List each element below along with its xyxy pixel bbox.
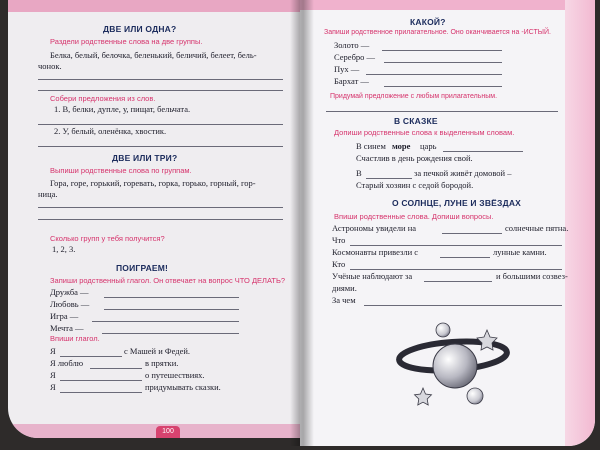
answer-line[interactable]: [424, 281, 492, 282]
sentence-1-start: Я: [50, 346, 56, 356]
poem-line-1-start: В синем: [356, 141, 386, 151]
instruction: Придумай предложение с любым прилагательным.: [330, 93, 498, 100]
question-chto: Что: [332, 235, 346, 245]
book-gutter: [290, 0, 314, 446]
sentence-4-start: Я: [50, 382, 56, 392]
instruction: Сколько групп у тебя получится?: [50, 234, 165, 243]
answer-line[interactable]: [104, 297, 239, 298]
answer-line[interactable]: [350, 245, 562, 246]
sentence-scientists: Учёные наблюдают за: [332, 271, 413, 281]
small-moon-icon: [436, 323, 450, 337]
answer-line[interactable]: [92, 321, 239, 322]
answer-line[interactable]: [366, 74, 502, 75]
answer-line[interactable]: [38, 219, 283, 220]
answer-line[interactable]: [384, 86, 502, 87]
answer-line[interactable]: [90, 368, 142, 369]
sentence-2-end: в прятки.: [145, 358, 179, 368]
word-igra: Игра —: [50, 311, 79, 321]
section-title-v-skazke: В СКАЗКЕ: [394, 116, 438, 126]
word-mechta: Мечта —: [50, 323, 84, 333]
instruction: Впиши родственные слова. Допиши вопросы.: [334, 212, 494, 221]
group-count-options: 1, 2, 3.: [52, 244, 76, 254]
answer-line[interactable]: [38, 124, 283, 125]
answer-line[interactable]: [102, 333, 239, 334]
instruction: Допиши родственные слова к выделенным словам.: [334, 128, 515, 137]
left-page: [8, 0, 300, 438]
page-number: 100: [156, 426, 180, 438]
word-pukh: Пух —: [334, 64, 360, 74]
word-list-line-1: Белка, белый, белочка, беленький, беличий, белеет, бель-: [50, 50, 257, 60]
word-druzhba: Дружба —: [50, 287, 89, 297]
answer-line[interactable]: [38, 146, 283, 147]
word-zoloto: Золото —: [334, 40, 370, 50]
sentence-3-start: Я: [50, 370, 56, 380]
section-title-dve-ili-odna: ДВЕ ИЛИ ОДНА?: [103, 24, 177, 34]
poem-bold-word-more: море: [392, 141, 411, 151]
planet-illustration: [395, 318, 515, 418]
answer-line[interactable]: [60, 356, 122, 357]
sentence-cosmonauts-end: лунные камни.: [493, 247, 547, 257]
answer-line[interactable]: [326, 111, 558, 112]
answer-line[interactable]: [60, 392, 142, 393]
question-kto: Кто: [332, 259, 346, 269]
instruction: Запиши родственное прилагательное. Оно оканчивается на -ИСТЫЙ.: [324, 29, 551, 36]
question-za-chem: За чем: [332, 295, 356, 305]
sentence-scientists-end: и большими созвез-: [496, 271, 568, 281]
sentence-3-end: о путешествиях.: [145, 370, 205, 380]
left-page-bottom-band: [8, 424, 300, 438]
answer-line[interactable]: [442, 233, 502, 234]
instruction: Впиши глагол.: [50, 334, 100, 343]
word-list-line-1: Гора, горе, горький, горевать, горка, горько, горный, гор-: [50, 178, 256, 188]
answer-line[interactable]: [38, 79, 283, 80]
right-page-side-band: [565, 0, 595, 446]
poem-line-4: Старый хозяин с седой бородой.: [356, 180, 474, 190]
answer-line[interactable]: [384, 62, 502, 63]
poem-line-3-end: за печкой живёт домовой –: [414, 168, 512, 178]
section-title-dve-ili-tri: ДВЕ ИЛИ ТРИ?: [112, 153, 178, 163]
section-title-poigraem: ПОИГРАЕМ!: [116, 263, 169, 273]
answer-line[interactable]: [60, 380, 142, 381]
sentence-1-end: с Машей и Федей.: [124, 346, 191, 356]
word-list-line-2: чонок.: [38, 61, 62, 71]
answer-line[interactable]: [440, 257, 490, 258]
sentence-4-end: придумывать сказки.: [145, 382, 221, 392]
answer-line[interactable]: [104, 309, 239, 310]
answer-line[interactable]: [38, 207, 283, 208]
poem-line-3-start: В: [356, 168, 362, 178]
section-title-o-solntse: О СОЛНЦЕ, ЛУНЕ И ЗВЁЗДАХ: [392, 198, 522, 208]
poem-line-2: Счастлив в день рождения свой.: [356, 153, 473, 163]
left-page-top-band: [8, 0, 300, 12]
right-page-top-band: [300, 0, 595, 10]
instruction: Раздели родственные слова на две группы.: [50, 37, 203, 46]
answer-line[interactable]: [350, 269, 562, 270]
answer-line[interactable]: [382, 50, 502, 51]
sentence-astronomy-end: солнечные пятна.: [505, 223, 569, 233]
instruction: Собери предложения из слов.: [50, 94, 156, 103]
planet-icon: [433, 344, 477, 388]
exercise-item-1: 1. В, белки, дупле, у, пищат, бельчата.: [54, 104, 191, 114]
answer-line[interactable]: [38, 90, 283, 91]
answer-line[interactable]: [366, 178, 412, 179]
sentence-scientists-cont: диями.: [332, 283, 357, 293]
sentence-cosmonauts: Космонавты привезли с: [332, 247, 419, 257]
word-lyubov: Любовь —: [50, 299, 90, 309]
exercise-item-2: 2. У, белый, оленёнка, хвостик.: [54, 126, 167, 136]
instruction: Запиши родственный глагол. Он отвечает на вопрос ЧТО ДЕЛАТЬ?: [50, 276, 286, 285]
section-title-kakoy: КАКОЙ?: [410, 17, 446, 27]
sentence-astronomy: Астрономы увидели на: [332, 223, 417, 233]
answer-line[interactable]: [443, 151, 523, 152]
sentence-2-start: Я люблю: [50, 358, 84, 368]
poem-line-1-end: царь: [420, 141, 437, 151]
answer-line[interactable]: [364, 305, 562, 306]
instruction: Выпиши родственные слова по группам.: [50, 166, 192, 175]
word-list-line-2: ница.: [38, 189, 58, 199]
star-icon: [415, 388, 432, 405]
word-serebro: Серебро —: [334, 52, 376, 62]
moon-icon: [467, 388, 483, 404]
word-barkhat: Бархат —: [334, 76, 369, 86]
